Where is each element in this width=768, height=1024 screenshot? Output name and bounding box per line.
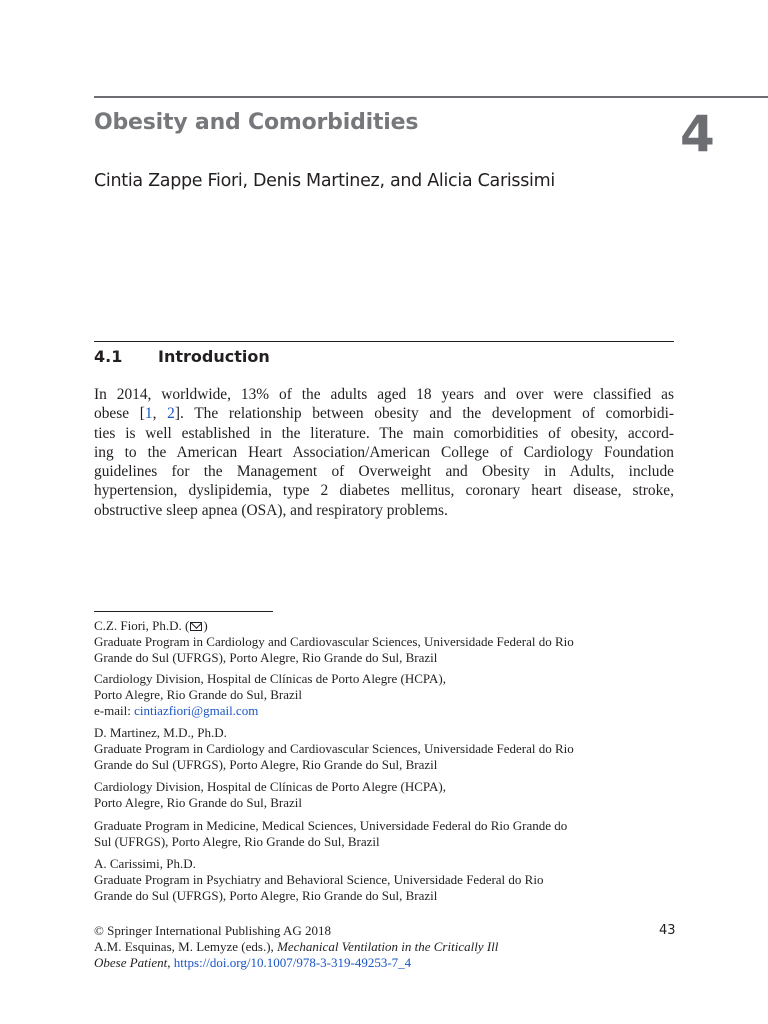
chapter-authors: Cintia Zappe Fiori, Denis Martinez, and Alicia Carissimi [94,171,555,191]
affiliation-line: Graduate Program in Cardiology and Cardiovascular Sciences, Universidade Federal do Rio [94,634,574,650]
page-number: 43 [659,923,676,938]
affiliation-line: Grande do Sul (UFRGS), Porto Alegre, Rio Grande do Sul, Brazil [94,650,438,666]
separator-text: , [167,955,174,971]
footnote-fiori-aff2 [94,671,674,720]
email-link[interactable]: cintiazfiori@gmail.com [134,703,259,719]
email-line [94,703,674,719]
affiliation-line: Porto Alegre, Rio Grande do Sul, Brazil [94,687,302,703]
author-name-text: ) [203,618,208,633]
body-line: ties is well established in the literature. The main comorbidities of obesity, accord- [94,424,674,442]
footnote-martinez-aff3 [94,818,674,850]
body-line [94,404,674,423]
affiliation-line: Cardiology Division, Hospital de Clínicas de Porto Alegre (HCPA), [94,671,446,686]
author-name: A. Carissimi, Ph.D. [94,856,196,871]
doi-link[interactable]: https://doi.org/10.1007/978-3-319-49253-7_4 [173,955,412,971]
citation-link-2[interactable]: 2 [167,405,175,423]
mail-envelope-icon [190,622,202,631]
body-text: obese [ [94,405,145,423]
affiliation-line: Grande do Sul (UFRGS), Porto Alegre, Rio Grande do Sul, Brazil [94,888,438,904]
body-text: ]. The relationship between obesity and the development of comorbidi- [174,405,675,423]
footnote-rule [94,611,273,612]
email-label: e-mail: [94,703,135,719]
book-citation-line [94,939,498,955]
footnote-carissimi [94,856,674,905]
section-title: Introduction [158,347,270,366]
affiliation-line: Graduate Program in Cardiology and Cardiovascular Sciences, Universidade Federal do Rio [94,741,574,757]
affiliation-line: Grande do Sul (UFRGS), Porto Alegre, Rio Grande do Sul, Brazil [94,757,438,773]
body-line: hypertension, dyslipidemia, type 2 diabetes mellitus, coronary heart disease, stroke, [94,482,674,500]
footnote-martinez-aff2 [94,779,674,811]
footnote-fiori [94,618,674,667]
body-line: In 2014, worldwide, 13% of the adults aged 18 years and over were classified as [94,386,674,403]
affiliation-line: Graduate Program in Medicine, Medical Sciences, Universidade Federal do Rio Grande do [94,818,568,833]
author-name: D. Martinez, M.D., Ph.D. [94,725,227,740]
body-line: ing to the American Heart Association/American College of Cardiology Foundation [94,443,674,461]
book-title: Mechanical Ventilation in the Critically Ill [277,939,499,955]
body-line: guidelines for the Management of Overweight and Obesity in Adults, include [94,463,674,481]
doi-line [94,955,498,971]
chapter-title: Obesity and Comorbidities [94,110,419,135]
author-name [94,618,674,634]
editors-text: A.M. Esquinas, M. Lemyze (eds.), [94,939,278,955]
section-rule [94,341,674,342]
chapter-number: 4 [680,105,715,163]
affiliation-line: Graduate Program in Psychiatry and Behavioral Science, Universidade Federal do Rio [94,872,544,888]
citation-link-1[interactable]: 1 [144,405,153,423]
body-line: obstructive sleep apnea (OSA), and respiratory problems. [94,501,448,519]
book-title: Obese Patient [94,955,168,971]
body-text: , [152,405,168,423]
copyright-line: © Springer International Publishing AG 2018 [94,923,331,938]
author-name-text: C.Z. Fiori, Ph.D. ( [94,618,190,633]
affiliation-line: Cardiology Division, Hospital de Clínicas de Porto Alegre (HCPA), [94,779,446,794]
affiliation-line: Porto Alegre, Rio Grande do Sul, Brazil [94,795,302,811]
copyright-block [94,923,498,972]
section-number: 4.1 [94,347,123,366]
footnote-martinez [94,725,674,774]
intro-paragraph [94,385,674,520]
affiliation-line: Sul (UFRGS), Porto Alegre, Rio Grande do Sul, Brazil [94,834,380,850]
chapter-top-rule [94,96,768,98]
